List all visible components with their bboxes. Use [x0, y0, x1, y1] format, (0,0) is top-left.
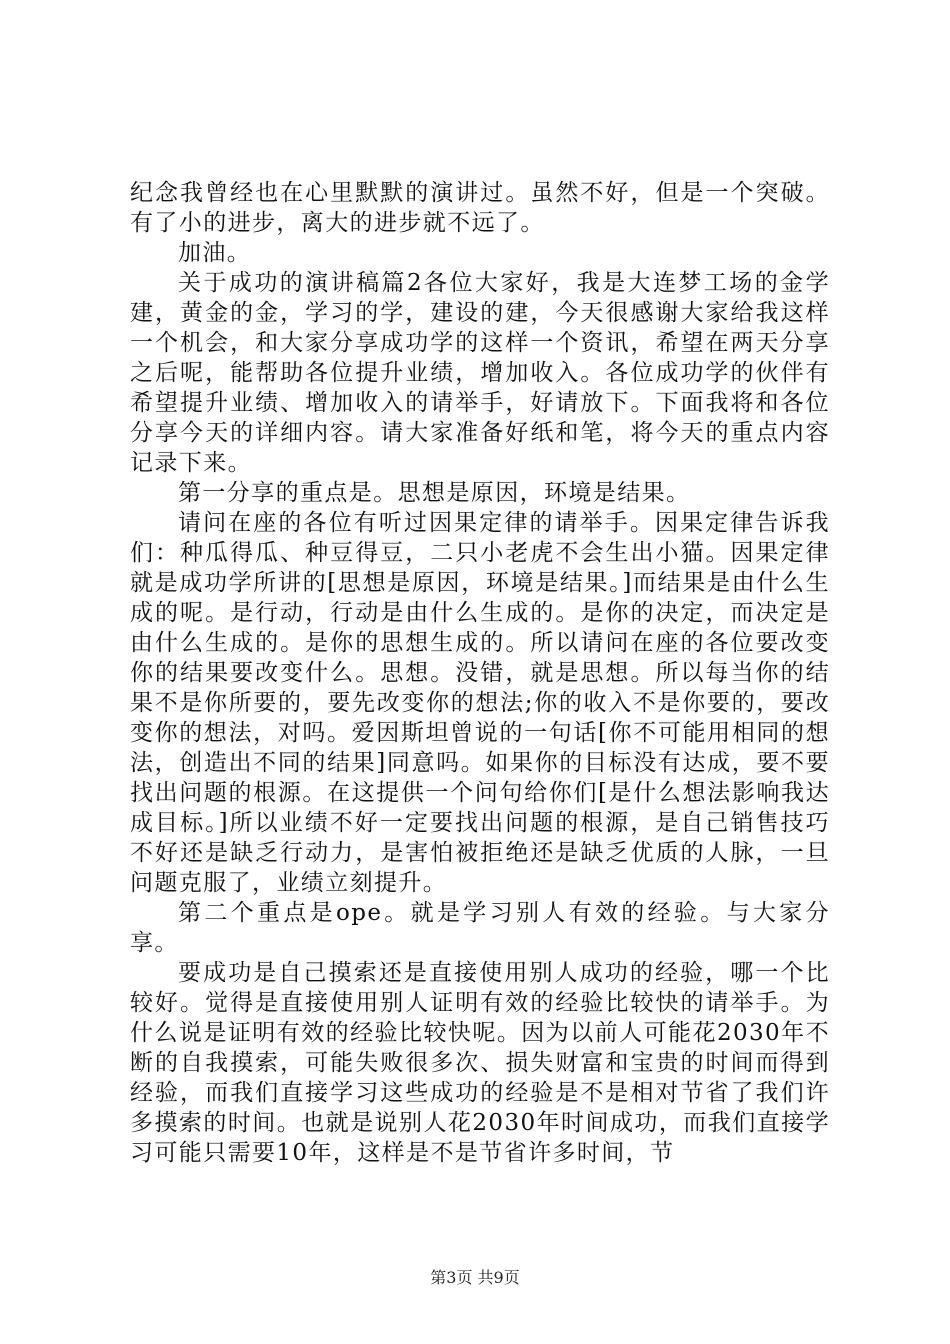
paragraph-first-point: 第一分享的重点是。思想是原因，环境是结果。: [178, 480, 691, 506]
paragraph-second-point: 第二个重点是ope。就是学习别人有效的经验。与大家分享。: [130, 900, 830, 956]
paragraph-experience: 要成功是自己摸索还是直接使用别人成功的经验，哪一个比较好。觉得是直接使用别人证明有效的经验比较快的请举手。为什么说是证明有效的经验比较快呢。因为以前人可能花2030年不断的自我摸索，可能失败很多次、损失财富和宝贵的时间而得到经验，而我们直接学习这些成功的经验是不是相对节省了我们许多摸索的时间。也就是说别人花2030年时间成功，而我们直接学习可能只需要10年，这样是不是节省许多时间，节: [130, 960, 830, 1166]
page-number-footer: 第3页 共9页: [430, 1268, 520, 1287]
paragraph-continuation: 纪念我曾经也在心里默默的演讲过。虽然不好，但是一个突破。有了小的进步，离大的进步就不远了。: [130, 180, 830, 236]
paragraph-cause-effect: 请问在座的各位有听过因果定律的请举手。因果定律告诉我们：种瓜得瓜、种豆得豆，二只小老虎不会生出小猫。因果定律就是成功学所讲的[思想是原因，环境是结果。]而结果是由什么生成的呢。是行动，行动是由什么生成的。是你的决定，而决定是由什么生成的。是你的思想生成的。所以请问在座的各位要改变你的结果要改变什么。思想。没错，就是思想。所以每当你的结果不是你所要的，要先改变你的想法;你的收入不是你要的，要改变你的想法，对吗。爱因斯坦曾说的一句话[你不可能用相同的想法，创造出不同的结果]同意吗。如果你的目标没有达成，要不要找出问题的根源。在这提供一个问句给你们[是什么想法影响我达成目标。]所以业绩不好一定要找出问题的根源，是自己销售技巧不好还是缺乏行动力，是害怕被拒绝还是缺乏优质的人脉，一旦问题克服了，业绩立刻提升。: [130, 510, 830, 896]
document-body: [130, 178, 830, 1168]
paragraph-cheer: 加油。: [178, 240, 252, 266]
paragraph-speech-intro: 关于成功的演讲稿篇2各位大家好，我是大连梦工场的金学建，黄金的金，学习的学，建设的建，今天很感谢大家给我这样一个机会，和大家分享成功学的这样一个资讯，希望在两天分享之后呢，能帮助各位提升业绩，增加收入。各位成功学的伙伴有希望提升业绩、增加收入的请举手，好请放下。下面我将和各位分享今天的详细内容。请大家准备好纸和笔，将今天的重点内容记录下来。: [130, 270, 830, 476]
